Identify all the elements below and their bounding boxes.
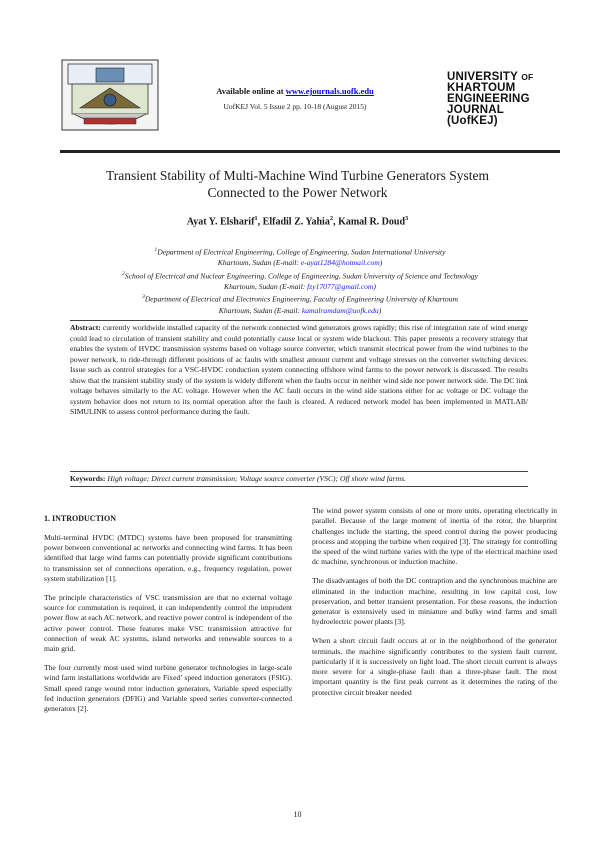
uofkej-logo	[447, 72, 557, 127]
affil-contact-suffix: )	[373, 281, 376, 291]
affiliation-3	[50, 292, 550, 305]
abstract-keyword-rule	[70, 471, 528, 472]
affil-contact-suffix: )	[379, 258, 383, 268]
journal-url-link[interactable]: www.ejournals.uofk.edu	[285, 86, 374, 96]
paragraph: The four currently most used wind turbine generator technologies in large-scale wind farm installations worldwide are Fixed’ speed induction generators (FSIG). Small speed range wound rotor induction generators, Variable speed especially fed induction generators (DFIG) and Variable speed series converter-connected generators [2].	[44, 663, 292, 714]
affiliation-2	[50, 269, 550, 282]
author-name: Elfadil Z. Yahia	[262, 216, 330, 228]
affiliations	[50, 245, 550, 316]
logo-line-1: UNIVERSITY	[447, 71, 518, 83]
affiliation-1	[50, 245, 550, 258]
author-affil-marker: 1	[254, 215, 258, 222]
logo-line-5: (UofKEJ)	[447, 115, 498, 127]
author-name: Ayat Y. Elsharif	[186, 216, 255, 228]
email-link[interactable]: e-ayat1284@hotmail.com	[300, 258, 380, 268]
title-line-2: Connected to the Power Network	[207, 185, 388, 200]
email-link[interactable]: fzy17077@gmail.com	[307, 281, 374, 291]
section-heading: 1. INTRODUCTION	[44, 514, 117, 523]
affil-marker: 3	[142, 294, 145, 301]
affil-contact-prefix: Khartoum, Sudan (E-mail:	[217, 258, 301, 268]
email-link[interactable]: kamalramdam@uofk.edu	[301, 305, 379, 315]
paragraph: When a short circuit fault occurs at or in the neighborhood of the generator terminals, the machine significantly contributes to the system fault current, particularly if it is successively on light load. The short circuit current is always more severe for a single-phase fault than a three-phase fault. The most important quantity is the first peak current as it determines the rating of the protective circuit breaker needed	[312, 636, 557, 697]
affil-contact-prefix: Khartoum, Sudan (E-mail:	[224, 281, 308, 291]
affil-marker: 1	[154, 247, 158, 253]
header-divider	[60, 150, 560, 153]
paragraph: The principle characteristics of VSC transmission are that no external voltage source for commutation is required, it can independently control the imprudent power flow at each AC network, and reactive power control is independent of the active power control. These features make VSC transmission attractive for connection of weak AC systems, island networks and renewable sources to a main grid.	[44, 592, 292, 654]
logo-of: OF	[521, 72, 534, 82]
keywords	[70, 474, 528, 484]
keywords-text: High voltage; Direct current transmission; Voltage source converter (VSC); Off shore wind farms.	[107, 474, 406, 483]
logo-line-2: KHARTOUM	[447, 82, 516, 94]
availability-line	[170, 86, 420, 96]
keywords-label: Keywords:	[70, 474, 106, 483]
title-line-1: Transient Stability of Multi-Machine Wind Turbine Generators System	[105, 168, 490, 183]
affil-marker: 2	[122, 270, 125, 277]
affil-text: Department of Electrical Engineering, College of Engineering, Sudan International University	[157, 247, 446, 257]
paragraph: Multi-terminal HVDC (MTDC) systems have been proposed for transmitting power between conventional ac networks and connecting wind farms. It has been identified that large wind farms can potentially provide significant contributions to transmission set of connections operation, e.g., frequency regulation, power system stabilization [1].	[44, 532, 292, 583]
affil-contact-suffix: )	[378, 305, 382, 315]
left-column	[44, 514, 292, 723]
affiliation-3-contact	[50, 306, 550, 317]
right-column	[312, 506, 557, 707]
abstract-label: Abstract:	[70, 323, 101, 332]
affiliation-1-contact	[50, 258, 550, 269]
journal-header	[170, 86, 420, 111]
abstract-bottom-rule	[70, 486, 528, 487]
abstract-text: currently worldwide installed capacity of the network connected wind generators grows rapidly; this rise of integration rate of wind energy could lead to circulation of transient stability and could potentially cause local or system wide blackout. This paper presents a recovery strategy that enables the system of HVDC transmission systems based on voltage source converter, which transmit electrical power from the wind turbines to the power network, to ride-through different positions of ac faults with smallest amount current and voltage stresses on the converter switching devices. Issue such as control strategies for a VSC-HVDC conduction system connecting offshore wind farms to the power network is discussed. The results show that the transient stability study of the system is widely different when the faults occur in neither wind side nor power network side. The DC link voltage behaves similarly to the AC voltage. However when the AC fault occurs in the wind side stations either for ac voltage or DC voltage the system behavior does not return to its normal operation after the fault is cleared. A reduced network model has been implemented in MATLAB/ SIMULINK to assess control performance during the fault.	[70, 323, 528, 416]
paper-title	[60, 167, 535, 201]
affil-text: School of Electrical and Nuclear Engineering, College of Engineering, Sudan University of Science and Technology	[124, 271, 478, 281]
author-affil-marker: 3	[405, 215, 409, 222]
paragraph: The wind power system consists of one or more units, operating electrically in parallel. Because of the large moment of inertia of the rotor, the blueprint challenges include the starting, the speed control during the power producing process and stopping the turbine when required [3]. The strategy for controlling the speed of the wind turbine varies with the type of the electrical machine used dc machine, synchronous or induction machine.	[312, 506, 557, 567]
available-prefix: Available online at	[216, 86, 286, 96]
abstract-top-rule	[70, 320, 528, 321]
paragraph: The disadvantages of both the DC contraption and the synchronous machine are eliminated in the induction machine, resulting in low capital cost, low preservation, and better transient presentation. For these reasons, the induction generator is extensively used in miniature and bulky wind farms and small hydroelectric power plants [3].	[312, 576, 557, 627]
author-affil-marker: 2	[329, 215, 334, 222]
abstract	[70, 323, 528, 418]
affiliation-2-contact	[50, 282, 550, 293]
author-list: Ayat Y. Elsharif$^1$, Elfadil Z. Yahia$^2$, Kamal R. Doud$^3$	[186, 215, 409, 228]
university-crest-logo	[60, 58, 160, 132]
author-name: Kamal R. Doud	[338, 216, 406, 228]
logo-line-4: JOURNAL	[447, 104, 504, 116]
volume-issue-line: UofKEJ Vol. 5 Issue 2 pp. 10-18 (August 2015)	[223, 102, 367, 111]
logo-line-3: ENGINEERING	[447, 93, 530, 105]
affil-text: Department of Electrical and Electronics Engineering, Faculty of Engineering University of Khartoum	[144, 294, 458, 304]
page-number: 10	[293, 810, 302, 819]
affil-contact-prefix: Khartoum, Sudan (E-mail:	[218, 305, 302, 315]
